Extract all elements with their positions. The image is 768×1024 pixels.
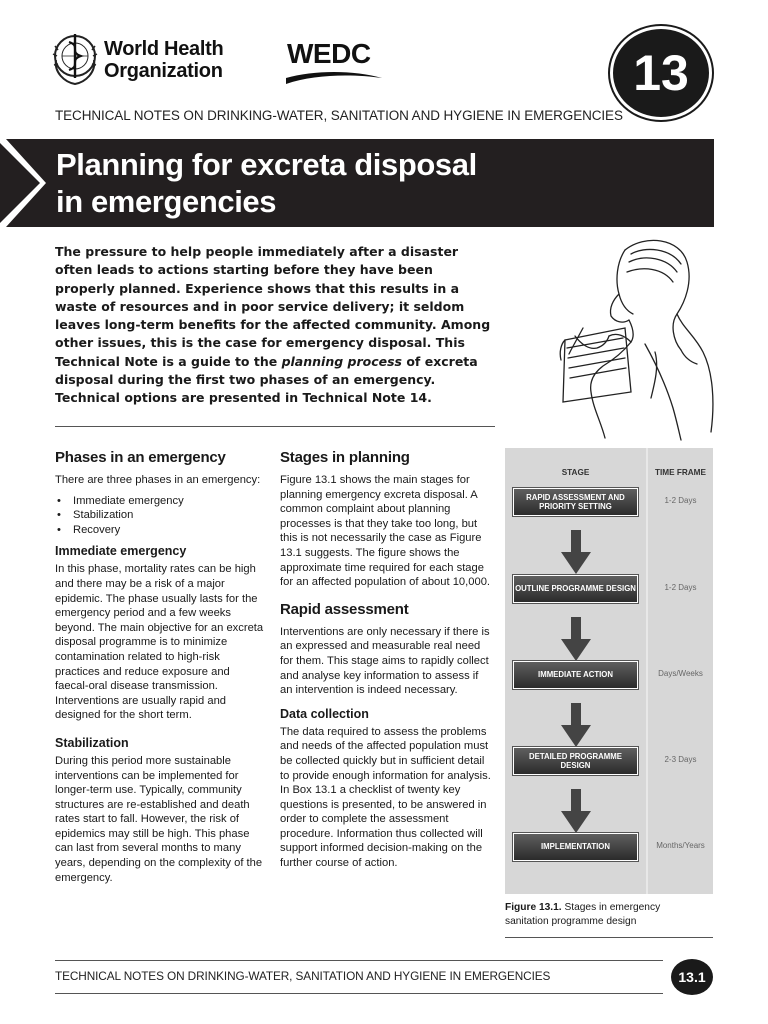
- wedc-logo-text: WEDC: [287, 38, 371, 69]
- stage-box-outline-design: OUTLINE PROGRAMME DESIGN: [513, 575, 638, 603]
- who-organization-name: World Health Organization: [104, 38, 224, 82]
- page-number-badge: 13.1: [671, 959, 713, 995]
- intro-paragraph: The pressure to help people immediately after a disaster often leads to actions starting before they have been properly planned. Experience shows that this results in a waste of resources and in poor service delivery; it seldom leaves long-term benefits for the affected community. Among other issues, this is the case for emergency disposal. This Technical Note is a guide to the planning process of excreta disposal during the first two phases of an emergency. Technical options are presented in Technical Note 14.: [55, 244, 491, 406]
- intro-divider: [55, 426, 495, 427]
- stage-box-rapid-assessment: RAPID ASSESSMENT AND PRIORITY SETTING: [513, 488, 638, 516]
- time-frame-label: 1-2 Days: [664, 583, 697, 592]
- series-title-header: TECHNICAL NOTES ON DRINKING-WATER, SANITATION AND HYGIENE IN EMERGENCIES: [55, 108, 623, 123]
- data-collection-text: The data required to assess the problems and needs of the affected population must be collected quickly but in sufficient detail to provide enough information for analysis. In Box 13.1 a checklist of twenty key questions is presented, to be answered in order to complete the assessment procedure. Information thus collected will support informed decision-making on the further course of action.: [280, 725, 491, 870]
- stages-text: Figure 13.1 shows the main stages for planning emergency excreta disposal. A common complaint about planning processes is that they take too long, but this is not necessarily the case as Figure 13.1 suggests. The figure shows the approximate time required for each stage for an affected population of about 10,000.: [280, 474, 491, 589]
- figure-time-header: TIME FRAME: [655, 468, 706, 477]
- immediate-emergency-text: In this phase, mortality rates can be high and there may be a risk of a major epidemic. The phase usually lasts for the emergency period and a few weeks beyond. The main objective for an excreta disposal programme is to minimize contamination related to high-risk practices and reduce exposure and faecal-oral disease transmission. Interventions are usually rapid and designed for the short term.: [55, 563, 264, 722]
- phases-list: [55, 494, 265, 538]
- banner-chevron-icon: [0, 139, 50, 227]
- who-emblem-logo: [52, 30, 98, 88]
- stage-box-implementation: IMPLEMENTATION: [513, 833, 638, 861]
- list-item: • Stabilization: [55, 508, 265, 523]
- wedc-swoosh-icon: [284, 40, 384, 88]
- stage-box-immediate-action: IMMEDIATE ACTION: [513, 661, 638, 689]
- phases-intro-text: There are three phases in an emergency:: [55, 474, 261, 486]
- time-frame-label: 2-3 Days: [664, 755, 697, 764]
- down-arrow-icon: [561, 530, 591, 574]
- stabilization-heading: Stabilization: [55, 735, 129, 750]
- footer-series-title: TECHNICAL NOTES ON DRINKING-WATER, SANITATION AND HYGIENE IN EMERGENCIES: [55, 969, 551, 983]
- technical-note-number-badge: 13: [610, 26, 712, 120]
- time-frame-label: Days/Weeks: [658, 669, 703, 678]
- list-item: • Recovery: [55, 523, 265, 538]
- column-left: [55, 448, 265, 889]
- page-title: Planning for excreta disposal in emergencies: [56, 147, 477, 219]
- footer-divider-bottom: [55, 993, 663, 994]
- immediate-emergency-heading: Immediate emergency: [55, 544, 187, 559]
- rapid-assessment-heading: Rapid assessment: [280, 600, 409, 618]
- down-arrow-icon: [561, 703, 591, 747]
- down-arrow-icon: [561, 617, 591, 661]
- phases-heading: Phases in an emergency: [55, 449, 226, 466]
- footer-divider-top: [55, 960, 663, 961]
- column-middle: [280, 448, 492, 875]
- figure-divider: [505, 937, 713, 938]
- stages-heading: Stages in planning: [280, 449, 410, 466]
- figure-stage-header: STAGE: [561, 468, 590, 477]
- stages-figure: [505, 448, 713, 894]
- time-frame-label: Months/Years: [656, 841, 705, 850]
- stabilization-text: During this period more sustainable interventions can be implemented for longer-term use. Typically, community structures are re-established and death rates start to fall. However, the risk of epidemics may still be high. This phase can last from several months to many years, depending on the complexity of the emergency.: [55, 754, 263, 884]
- list-item: • Immediate emergency: [55, 494, 265, 509]
- down-arrow-icon: [561, 789, 591, 833]
- time-frame-label: 1-2 Days: [664, 496, 697, 505]
- data-collection-heading: Data collection: [280, 706, 369, 721]
- figure-caption: Figure 13.1. Stages in emergency sanitation programme design: [505, 902, 661, 927]
- stage-box-detailed-design: DETAILED PROGRAMME DESIGN: [513, 747, 638, 775]
- rapid-assessment-text: Interventions are only necessary if there is an expressed and measurable real need for them. This stage aims to rapidly collect and analyse key information to assess if an intervention is indeed necessary.: [280, 625, 490, 697]
- person-writing-illustration: [505, 232, 720, 442]
